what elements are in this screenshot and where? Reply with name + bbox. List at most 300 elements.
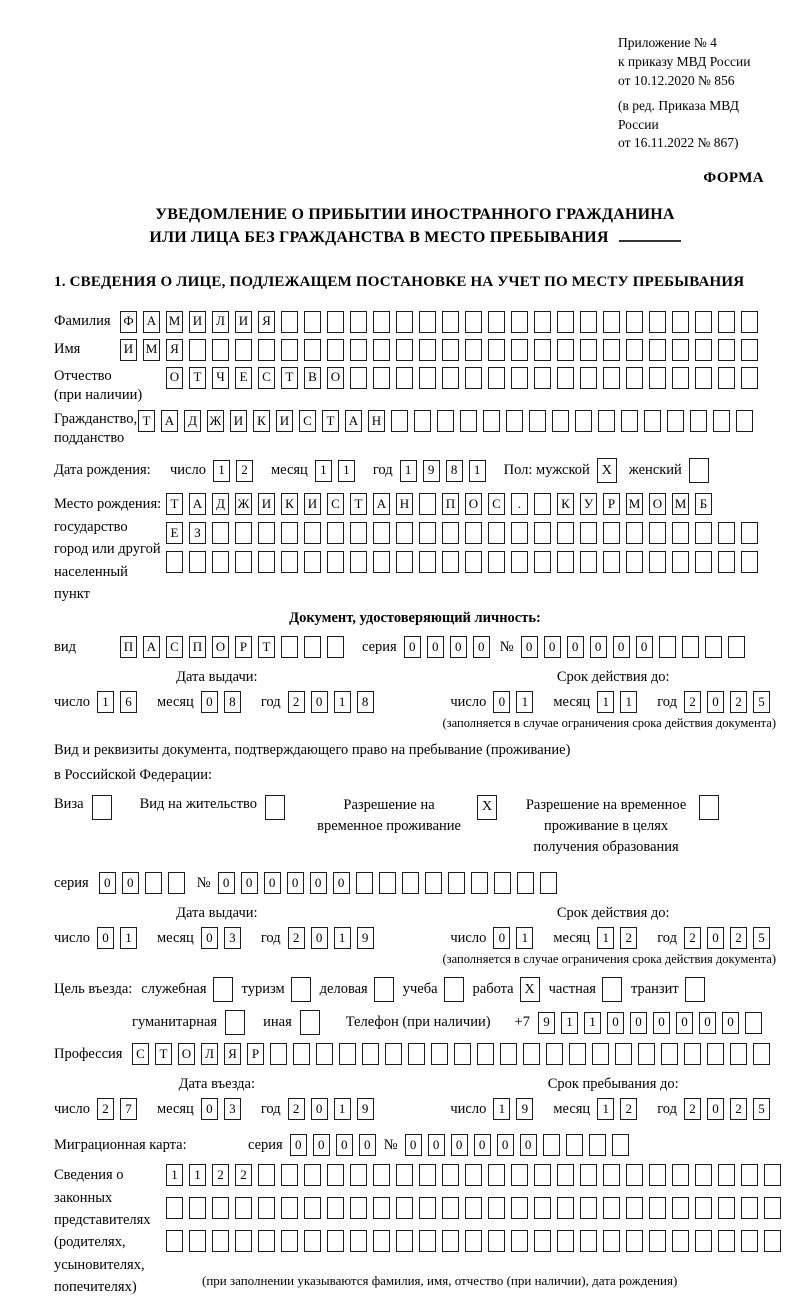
char-box[interactable]: 0	[201, 691, 218, 713]
char-box[interactable]	[741, 551, 758, 573]
char-box[interactable]	[557, 1164, 574, 1186]
char-box[interactable]	[753, 1043, 770, 1065]
char-box[interactable]	[713, 410, 730, 432]
char-box[interactable]	[281, 311, 298, 333]
char-box[interactable]	[373, 367, 390, 389]
char-box[interactable]	[543, 1134, 560, 1156]
char-box[interactable]: 0	[473, 636, 490, 658]
char-box[interactable]	[626, 551, 643, 573]
char-box[interactable]: 2	[684, 927, 701, 949]
char-box[interactable]: Ф	[120, 311, 137, 333]
char-box[interactable]	[580, 551, 597, 573]
char-box[interactable]	[626, 311, 643, 333]
char-box[interactable]	[764, 1164, 781, 1186]
char-box[interactable]: У	[580, 493, 597, 515]
char-box[interactable]	[682, 636, 699, 658]
char-box[interactable]: И	[304, 493, 321, 515]
char-box[interactable]: И	[189, 311, 206, 333]
char-box[interactable]: 2	[288, 691, 305, 713]
char-box[interactable]: 1	[334, 927, 351, 949]
char-box[interactable]	[304, 339, 321, 361]
char-box[interactable]: 0	[313, 1134, 330, 1156]
char-box[interactable]	[580, 1164, 597, 1186]
char-box[interactable]: 1	[516, 927, 533, 949]
char-box[interactable]	[235, 522, 252, 544]
char-box[interactable]	[534, 522, 551, 544]
char-box[interactable]: 1	[334, 1098, 351, 1120]
char-box[interactable]: 0	[707, 927, 724, 949]
purpose-study-checkbox[interactable]	[444, 977, 464, 1002]
char-box[interactable]: Е	[166, 522, 183, 544]
char-box[interactable]	[316, 1043, 333, 1065]
char-box[interactable]	[350, 551, 367, 573]
char-box[interactable]: 1	[315, 460, 332, 482]
char-box[interactable]	[419, 311, 436, 333]
char-box[interactable]	[511, 522, 528, 544]
temp-residence-checkbox[interactable]: X	[477, 795, 497, 820]
char-box[interactable]	[741, 1164, 758, 1186]
char-box[interactable]: 0	[218, 872, 235, 894]
char-box[interactable]	[511, 1197, 528, 1219]
char-box[interactable]	[373, 522, 390, 544]
char-box[interactable]	[612, 1134, 629, 1156]
temp-residence-education-checkbox[interactable]	[699, 795, 719, 820]
char-box[interactable]	[327, 1197, 344, 1219]
purpose-private-checkbox[interactable]	[602, 977, 622, 1002]
char-box[interactable]	[442, 367, 459, 389]
char-box[interactable]: 2	[620, 1098, 637, 1120]
char-box[interactable]	[621, 410, 638, 432]
char-box[interactable]: 1	[338, 460, 355, 482]
char-box[interactable]	[212, 522, 229, 544]
char-box[interactable]	[511, 367, 528, 389]
char-box[interactable]: О	[212, 636, 229, 658]
char-box[interactable]: 3	[224, 1098, 241, 1120]
char-box[interactable]: 0	[544, 636, 561, 658]
char-box[interactable]	[442, 1230, 459, 1252]
char-box[interactable]: Т	[350, 493, 367, 515]
char-box[interactable]	[419, 493, 436, 515]
char-box[interactable]	[293, 1043, 310, 1065]
char-box[interactable]	[189, 1230, 206, 1252]
char-box[interactable]	[350, 1197, 367, 1219]
char-box[interactable]	[598, 410, 615, 432]
purpose-official-checkbox[interactable]	[213, 977, 233, 1002]
char-box[interactable]	[419, 367, 436, 389]
char-box[interactable]: 0	[567, 636, 584, 658]
char-box[interactable]	[327, 522, 344, 544]
char-box[interactable]: Р	[235, 636, 252, 658]
char-box[interactable]: 9	[357, 1098, 374, 1120]
char-box[interactable]: 0	[707, 1098, 724, 1120]
char-box[interactable]: 0	[451, 1134, 468, 1156]
char-box[interactable]	[580, 311, 597, 333]
char-box[interactable]	[258, 339, 275, 361]
char-box[interactable]: Н	[396, 493, 413, 515]
char-box[interactable]	[718, 339, 735, 361]
char-box[interactable]: 2	[288, 1098, 305, 1120]
char-box[interactable]	[437, 410, 454, 432]
char-box[interactable]: Р	[247, 1043, 264, 1065]
char-box[interactable]	[672, 367, 689, 389]
char-box[interactable]	[396, 339, 413, 361]
char-box[interactable]: 9	[516, 1098, 533, 1120]
char-box[interactable]	[488, 367, 505, 389]
char-box[interactable]	[281, 1230, 298, 1252]
char-box[interactable]	[258, 1164, 275, 1186]
char-box[interactable]: Л	[201, 1043, 218, 1065]
char-box[interactable]: 0	[287, 872, 304, 894]
char-box[interactable]: 7	[120, 1098, 137, 1120]
char-box[interactable]: А	[143, 311, 160, 333]
char-box[interactable]	[672, 1197, 689, 1219]
char-box[interactable]	[649, 1197, 666, 1219]
char-box[interactable]: 2	[620, 927, 637, 949]
char-box[interactable]	[396, 367, 413, 389]
char-box[interactable]	[695, 339, 712, 361]
char-box[interactable]: К	[557, 493, 574, 515]
char-box[interactable]: 1	[561, 1012, 578, 1034]
char-box[interactable]: 0	[497, 1134, 514, 1156]
char-box[interactable]	[488, 1164, 505, 1186]
char-box[interactable]	[385, 1043, 402, 1065]
char-box[interactable]	[511, 311, 528, 333]
char-box[interactable]	[557, 367, 574, 389]
char-box[interactable]	[327, 551, 344, 573]
char-box[interactable]: 1	[584, 1012, 601, 1034]
char-box[interactable]	[695, 311, 712, 333]
char-box[interactable]	[465, 551, 482, 573]
char-box[interactable]	[592, 1043, 609, 1065]
char-box[interactable]: П	[120, 636, 137, 658]
char-box[interactable]	[402, 872, 419, 894]
char-box[interactable]: 5	[753, 691, 770, 713]
char-box[interactable]: И	[120, 339, 137, 361]
char-box[interactable]: В	[304, 367, 321, 389]
char-box[interactable]	[465, 367, 482, 389]
char-box[interactable]: Т	[322, 410, 339, 432]
char-box[interactable]: С	[488, 493, 505, 515]
char-box[interactable]	[540, 872, 557, 894]
char-box[interactable]	[649, 339, 666, 361]
char-box[interactable]	[534, 1197, 551, 1219]
char-box[interactable]: К	[253, 410, 270, 432]
char-box[interactable]: 0	[653, 1012, 670, 1034]
char-box[interactable]: Д	[212, 493, 229, 515]
char-box[interactable]	[327, 1230, 344, 1252]
char-box[interactable]	[465, 522, 482, 544]
char-box[interactable]: 0	[636, 636, 653, 658]
char-box[interactable]	[327, 636, 344, 658]
char-box[interactable]: О	[465, 493, 482, 515]
purpose-humanitarian-checkbox[interactable]	[225, 1010, 245, 1035]
char-box[interactable]: А	[143, 636, 160, 658]
char-box[interactable]	[638, 1043, 655, 1065]
char-box[interactable]	[350, 1164, 367, 1186]
char-box[interactable]	[350, 1230, 367, 1252]
char-box[interactable]	[235, 1230, 252, 1252]
char-box[interactable]: М	[626, 493, 643, 515]
char-box[interactable]: 9	[423, 460, 440, 482]
char-box[interactable]	[672, 1230, 689, 1252]
char-box[interactable]: 2	[288, 927, 305, 949]
char-box[interactable]	[534, 1164, 551, 1186]
char-box[interactable]: П	[189, 636, 206, 658]
char-box[interactable]: 1	[597, 1098, 614, 1120]
char-box[interactable]	[304, 551, 321, 573]
char-box[interactable]	[695, 551, 712, 573]
char-box[interactable]	[511, 1230, 528, 1252]
char-box[interactable]: С	[132, 1043, 149, 1065]
char-box[interactable]: 5	[753, 1098, 770, 1120]
char-box[interactable]	[695, 522, 712, 544]
char-box[interactable]	[718, 1230, 735, 1252]
char-box[interactable]: А	[189, 493, 206, 515]
char-box[interactable]: 1	[620, 691, 637, 713]
char-box[interactable]	[189, 1197, 206, 1219]
char-box[interactable]	[166, 1230, 183, 1252]
char-box[interactable]	[442, 1164, 459, 1186]
char-box[interactable]	[672, 551, 689, 573]
char-box[interactable]	[534, 311, 551, 333]
char-box[interactable]: Т	[281, 367, 298, 389]
char-box[interactable]	[695, 1197, 712, 1219]
char-box[interactable]: 2	[236, 460, 253, 482]
char-box[interactable]	[350, 339, 367, 361]
char-box[interactable]	[741, 367, 758, 389]
char-box[interactable]: 0	[201, 927, 218, 949]
char-box[interactable]	[270, 1043, 287, 1065]
char-box[interactable]	[690, 410, 707, 432]
char-box[interactable]	[626, 339, 643, 361]
char-box[interactable]: 2	[730, 927, 747, 949]
char-box[interactable]	[649, 522, 666, 544]
char-box[interactable]	[350, 311, 367, 333]
char-box[interactable]: 0	[427, 636, 444, 658]
char-box[interactable]: 3	[224, 927, 241, 949]
char-box[interactable]	[373, 1230, 390, 1252]
char-box[interactable]	[373, 311, 390, 333]
char-box[interactable]: 2	[730, 691, 747, 713]
char-box[interactable]	[534, 339, 551, 361]
char-box[interactable]	[168, 872, 185, 894]
char-box[interactable]: 1	[400, 460, 417, 482]
char-box[interactable]	[350, 522, 367, 544]
char-box[interactable]: Е	[235, 367, 252, 389]
char-box[interactable]	[695, 1230, 712, 1252]
char-box[interactable]	[471, 872, 488, 894]
char-box[interactable]: 1	[597, 927, 614, 949]
char-box[interactable]	[500, 1043, 517, 1065]
char-box[interactable]: О	[178, 1043, 195, 1065]
char-box[interactable]	[557, 339, 574, 361]
char-box[interactable]	[603, 1197, 620, 1219]
char-box[interactable]	[649, 367, 666, 389]
char-box[interactable]	[465, 339, 482, 361]
char-box[interactable]	[212, 1197, 229, 1219]
char-box[interactable]	[728, 636, 745, 658]
char-box[interactable]	[626, 367, 643, 389]
char-box[interactable]	[373, 1164, 390, 1186]
char-box[interactable]	[327, 311, 344, 333]
char-box[interactable]	[718, 1164, 735, 1186]
char-box[interactable]	[460, 410, 477, 432]
char-box[interactable]: 0	[707, 691, 724, 713]
char-box[interactable]	[494, 872, 511, 894]
char-box[interactable]	[603, 1164, 620, 1186]
char-box[interactable]: 0	[607, 1012, 624, 1034]
char-box[interactable]: 2	[730, 1098, 747, 1120]
male-checkbox[interactable]: X	[597, 458, 617, 483]
char-box[interactable]: 0	[613, 636, 630, 658]
char-box[interactable]: 1	[334, 691, 351, 713]
char-box[interactable]	[483, 410, 500, 432]
char-box[interactable]	[145, 872, 162, 894]
char-box[interactable]	[488, 339, 505, 361]
char-box[interactable]: Ч	[212, 367, 229, 389]
char-box[interactable]: 5	[753, 927, 770, 949]
char-box[interactable]: 9	[538, 1012, 555, 1034]
char-box[interactable]	[166, 1197, 183, 1219]
char-box[interactable]	[603, 367, 620, 389]
char-box[interactable]: Ж	[207, 410, 224, 432]
char-box[interactable]	[373, 339, 390, 361]
char-box[interactable]	[534, 551, 551, 573]
char-box[interactable]	[615, 1043, 632, 1065]
char-box[interactable]	[626, 1197, 643, 1219]
char-box[interactable]	[408, 1043, 425, 1065]
char-box[interactable]: 1	[120, 927, 137, 949]
char-box[interactable]	[741, 1197, 758, 1219]
char-box[interactable]	[442, 339, 459, 361]
char-box[interactable]: С	[258, 367, 275, 389]
char-box[interactable]	[603, 339, 620, 361]
char-box[interactable]	[718, 551, 735, 573]
char-box[interactable]: И	[276, 410, 293, 432]
char-box[interactable]: 0	[311, 927, 328, 949]
char-box[interactable]	[465, 311, 482, 333]
char-box[interactable]: 2	[684, 691, 701, 713]
char-box[interactable]	[212, 339, 229, 361]
char-box[interactable]: 0	[311, 691, 328, 713]
char-box[interactable]	[391, 410, 408, 432]
purpose-business-checkbox[interactable]	[374, 977, 394, 1002]
char-box[interactable]	[626, 1164, 643, 1186]
char-box[interactable]	[488, 551, 505, 573]
char-box[interactable]: И	[230, 410, 247, 432]
char-box[interactable]: 0	[241, 872, 258, 894]
char-box[interactable]: 8	[224, 691, 241, 713]
char-box[interactable]: С	[299, 410, 316, 432]
char-box[interactable]	[718, 367, 735, 389]
char-box[interactable]: 0	[590, 636, 607, 658]
char-box[interactable]	[442, 551, 459, 573]
char-box[interactable]	[189, 339, 206, 361]
char-box[interactable]	[667, 410, 684, 432]
char-box[interactable]	[552, 410, 569, 432]
char-box[interactable]: 0	[405, 1134, 422, 1156]
char-box[interactable]	[419, 339, 436, 361]
char-box[interactable]	[718, 1197, 735, 1219]
char-box[interactable]: Т	[189, 367, 206, 389]
purpose-transit-checkbox[interactable]	[685, 977, 705, 1002]
char-box[interactable]	[379, 872, 396, 894]
char-box[interactable]: М	[166, 311, 183, 333]
char-box[interactable]: М	[672, 493, 689, 515]
char-box[interactable]: Д	[184, 410, 201, 432]
char-box[interactable]	[304, 636, 321, 658]
char-box[interactable]	[281, 551, 298, 573]
char-box[interactable]: 0	[336, 1134, 353, 1156]
char-box[interactable]	[488, 311, 505, 333]
char-box[interactable]: Я	[224, 1043, 241, 1065]
char-box[interactable]	[373, 551, 390, 573]
char-box[interactable]: 2	[97, 1098, 114, 1120]
char-box[interactable]: 8	[357, 691, 374, 713]
char-box[interactable]	[212, 1230, 229, 1252]
char-box[interactable]: З	[189, 522, 206, 544]
char-box[interactable]	[339, 1043, 356, 1065]
char-box[interactable]: Р	[603, 493, 620, 515]
char-box[interactable]	[745, 1012, 762, 1034]
char-box[interactable]	[517, 872, 534, 894]
char-box[interactable]: 0	[493, 927, 510, 949]
char-box[interactable]: 0	[310, 872, 327, 894]
char-box[interactable]	[281, 339, 298, 361]
char-box[interactable]: 0	[699, 1012, 716, 1034]
char-box[interactable]	[258, 1197, 275, 1219]
char-box[interactable]	[442, 311, 459, 333]
char-box[interactable]	[425, 872, 442, 894]
char-box[interactable]: К	[281, 493, 298, 515]
char-box[interactable]: 1	[516, 691, 533, 713]
char-box[interactable]	[356, 872, 373, 894]
char-box[interactable]: 0	[97, 927, 114, 949]
char-box[interactable]	[580, 1230, 597, 1252]
char-box[interactable]: 1	[166, 1164, 183, 1186]
char-box[interactable]	[235, 339, 252, 361]
char-box[interactable]	[166, 551, 183, 573]
char-box[interactable]: 0	[450, 636, 467, 658]
char-box[interactable]	[580, 1197, 597, 1219]
char-box[interactable]: И	[258, 493, 275, 515]
char-box[interactable]	[235, 1197, 252, 1219]
char-box[interactable]	[661, 1043, 678, 1065]
char-box[interactable]	[580, 367, 597, 389]
char-box[interactable]	[442, 1197, 459, 1219]
char-box[interactable]	[477, 1043, 494, 1065]
char-box[interactable]	[304, 1164, 321, 1186]
char-box[interactable]	[454, 1043, 471, 1065]
char-box[interactable]: Я	[258, 311, 275, 333]
char-box[interactable]	[465, 1197, 482, 1219]
char-box[interactable]	[488, 522, 505, 544]
char-box[interactable]	[511, 551, 528, 573]
char-box[interactable]	[741, 339, 758, 361]
char-box[interactable]: 2	[684, 1098, 701, 1120]
char-box[interactable]	[235, 551, 252, 573]
char-box[interactable]	[534, 493, 551, 515]
char-box[interactable]	[659, 636, 676, 658]
char-box[interactable]: 0	[521, 636, 538, 658]
char-box[interactable]	[189, 551, 206, 573]
purpose-work-checkbox[interactable]: X	[520, 977, 540, 1002]
char-box[interactable]	[448, 872, 465, 894]
char-box[interactable]: Т	[166, 493, 183, 515]
char-box[interactable]: 0	[201, 1098, 218, 1120]
char-box[interactable]: 8	[446, 460, 463, 482]
char-box[interactable]	[557, 551, 574, 573]
